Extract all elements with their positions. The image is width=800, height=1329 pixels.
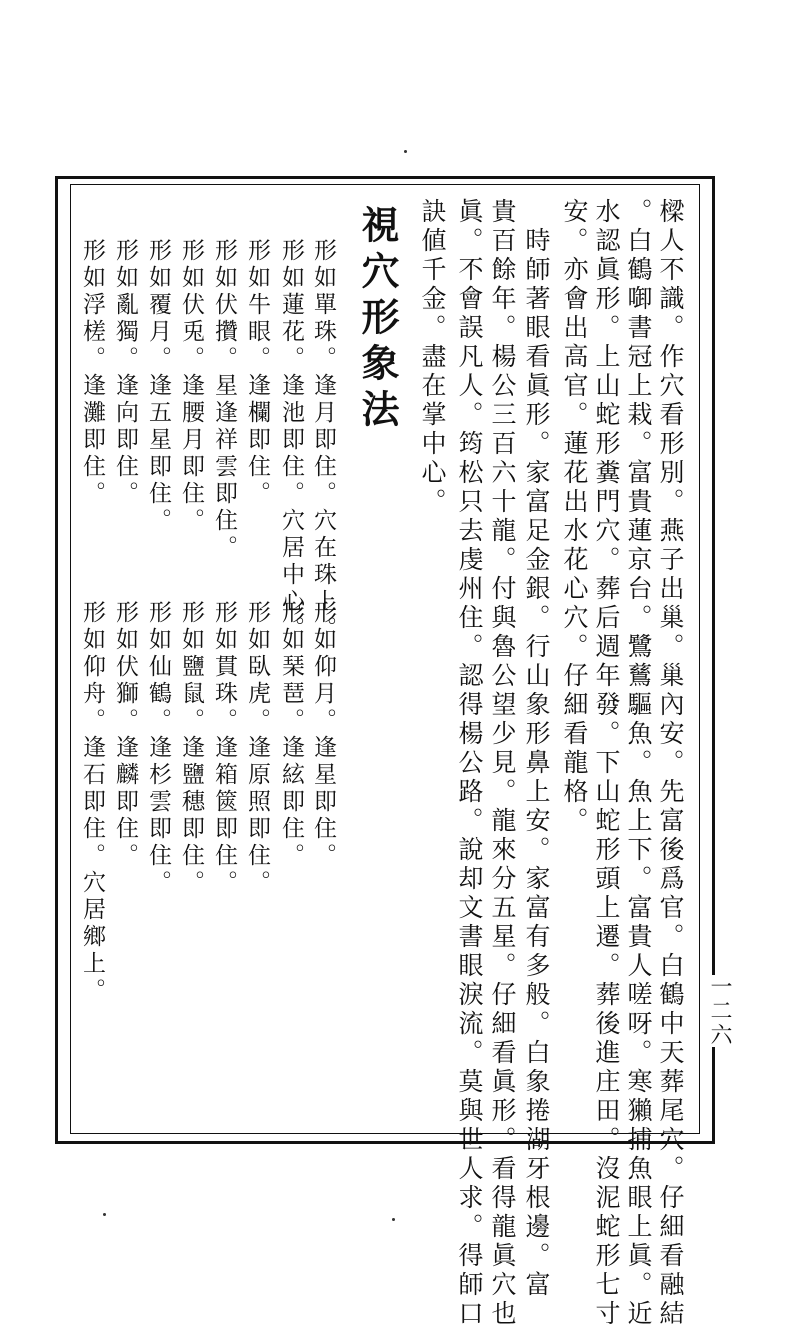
text-column: 水認眞形。上山蛇形糞門穴。葬后週年發。下山蛇形頭上遷。葬後進庄田。沒泥蛇形七寸 [592,198,621,1329]
form-entry: 形如貫珠。逢箱篋即住。 [211,600,237,897]
text-column: 時師著眼看眞形。家富足金銀。行山象形鼻上安。家富有多般。白象捲湖牙根邊。富 [522,198,551,1300]
text-column: 樑人不識。作穴看形別。燕子出巢。巢內安。先富後爲官。白鶴中天葬尾穴。仔細看融結 [656,198,685,1329]
form-entry: 形如伏兎。逢腰月即住。 [178,238,204,535]
form-entry: 形如仰月。逢星即住。 [310,600,336,870]
form-entry: 形如蓮花。逢池即住。穴居中心。 [278,238,304,643]
form-entry: 形如鹽鼠。逢鹽穗即住。 [178,600,204,897]
form-entry: 形如牛眼。逢欄即住。 [244,238,270,508]
form-entry: 形如伏獅。逢麟即住。 [112,600,138,870]
form-entry: 形如仰舟。逢石即住。穴居鄉上。 [79,600,105,1005]
form-entry: 形如伏攢。星逢祥雲即住。 [211,238,237,562]
form-entry: 形如仙鶴。逢杉雲即住。 [145,600,171,897]
scan-speck [404,150,407,153]
section-heading: 視穴形象法 [355,205,400,435]
text-column: 安。亦會出高官。蓮花出水花心穴。仔細看龍格。 [560,198,589,836]
form-entry: 形如覆月。逢五星即住。 [145,238,171,535]
form-entry: 形如亂獨。逢向即住。 [112,238,138,508]
text-column: 。白鶴啣書冠上栽。富貴蓮京台。鷺鶿驅魚。魚上下。富貴人嗟呀。寒獺捕魚眼上眞。近 [624,198,653,1329]
scan-speck [392,1218,395,1221]
text-column: 貴百餘年。楊公三百六十龍。付與魯公望少見。龍來分五星。仔細看眞形。看得龍眞穴也 [488,198,517,1329]
scan-speck [103,1213,106,1216]
text-column: 眞。不會誤凡人。筠松只去虔州住。認得楊公路。說却文書眼淚流。莫與世人求。得師口 [455,198,484,1329]
form-entry: 形如單珠。逢月即住。穴在珠上。 [310,238,336,643]
form-entry: 形如臥虎。逢原照即住。 [244,600,270,897]
form-entry: 形如琹琶。逢絃即住。 [278,600,304,870]
form-entry: 形如浮槎。逢灘即住。 [79,238,105,508]
text-column: 訣値千金。盡在掌中心。 [418,198,447,517]
page-number: 一二六 [707,975,732,1047]
